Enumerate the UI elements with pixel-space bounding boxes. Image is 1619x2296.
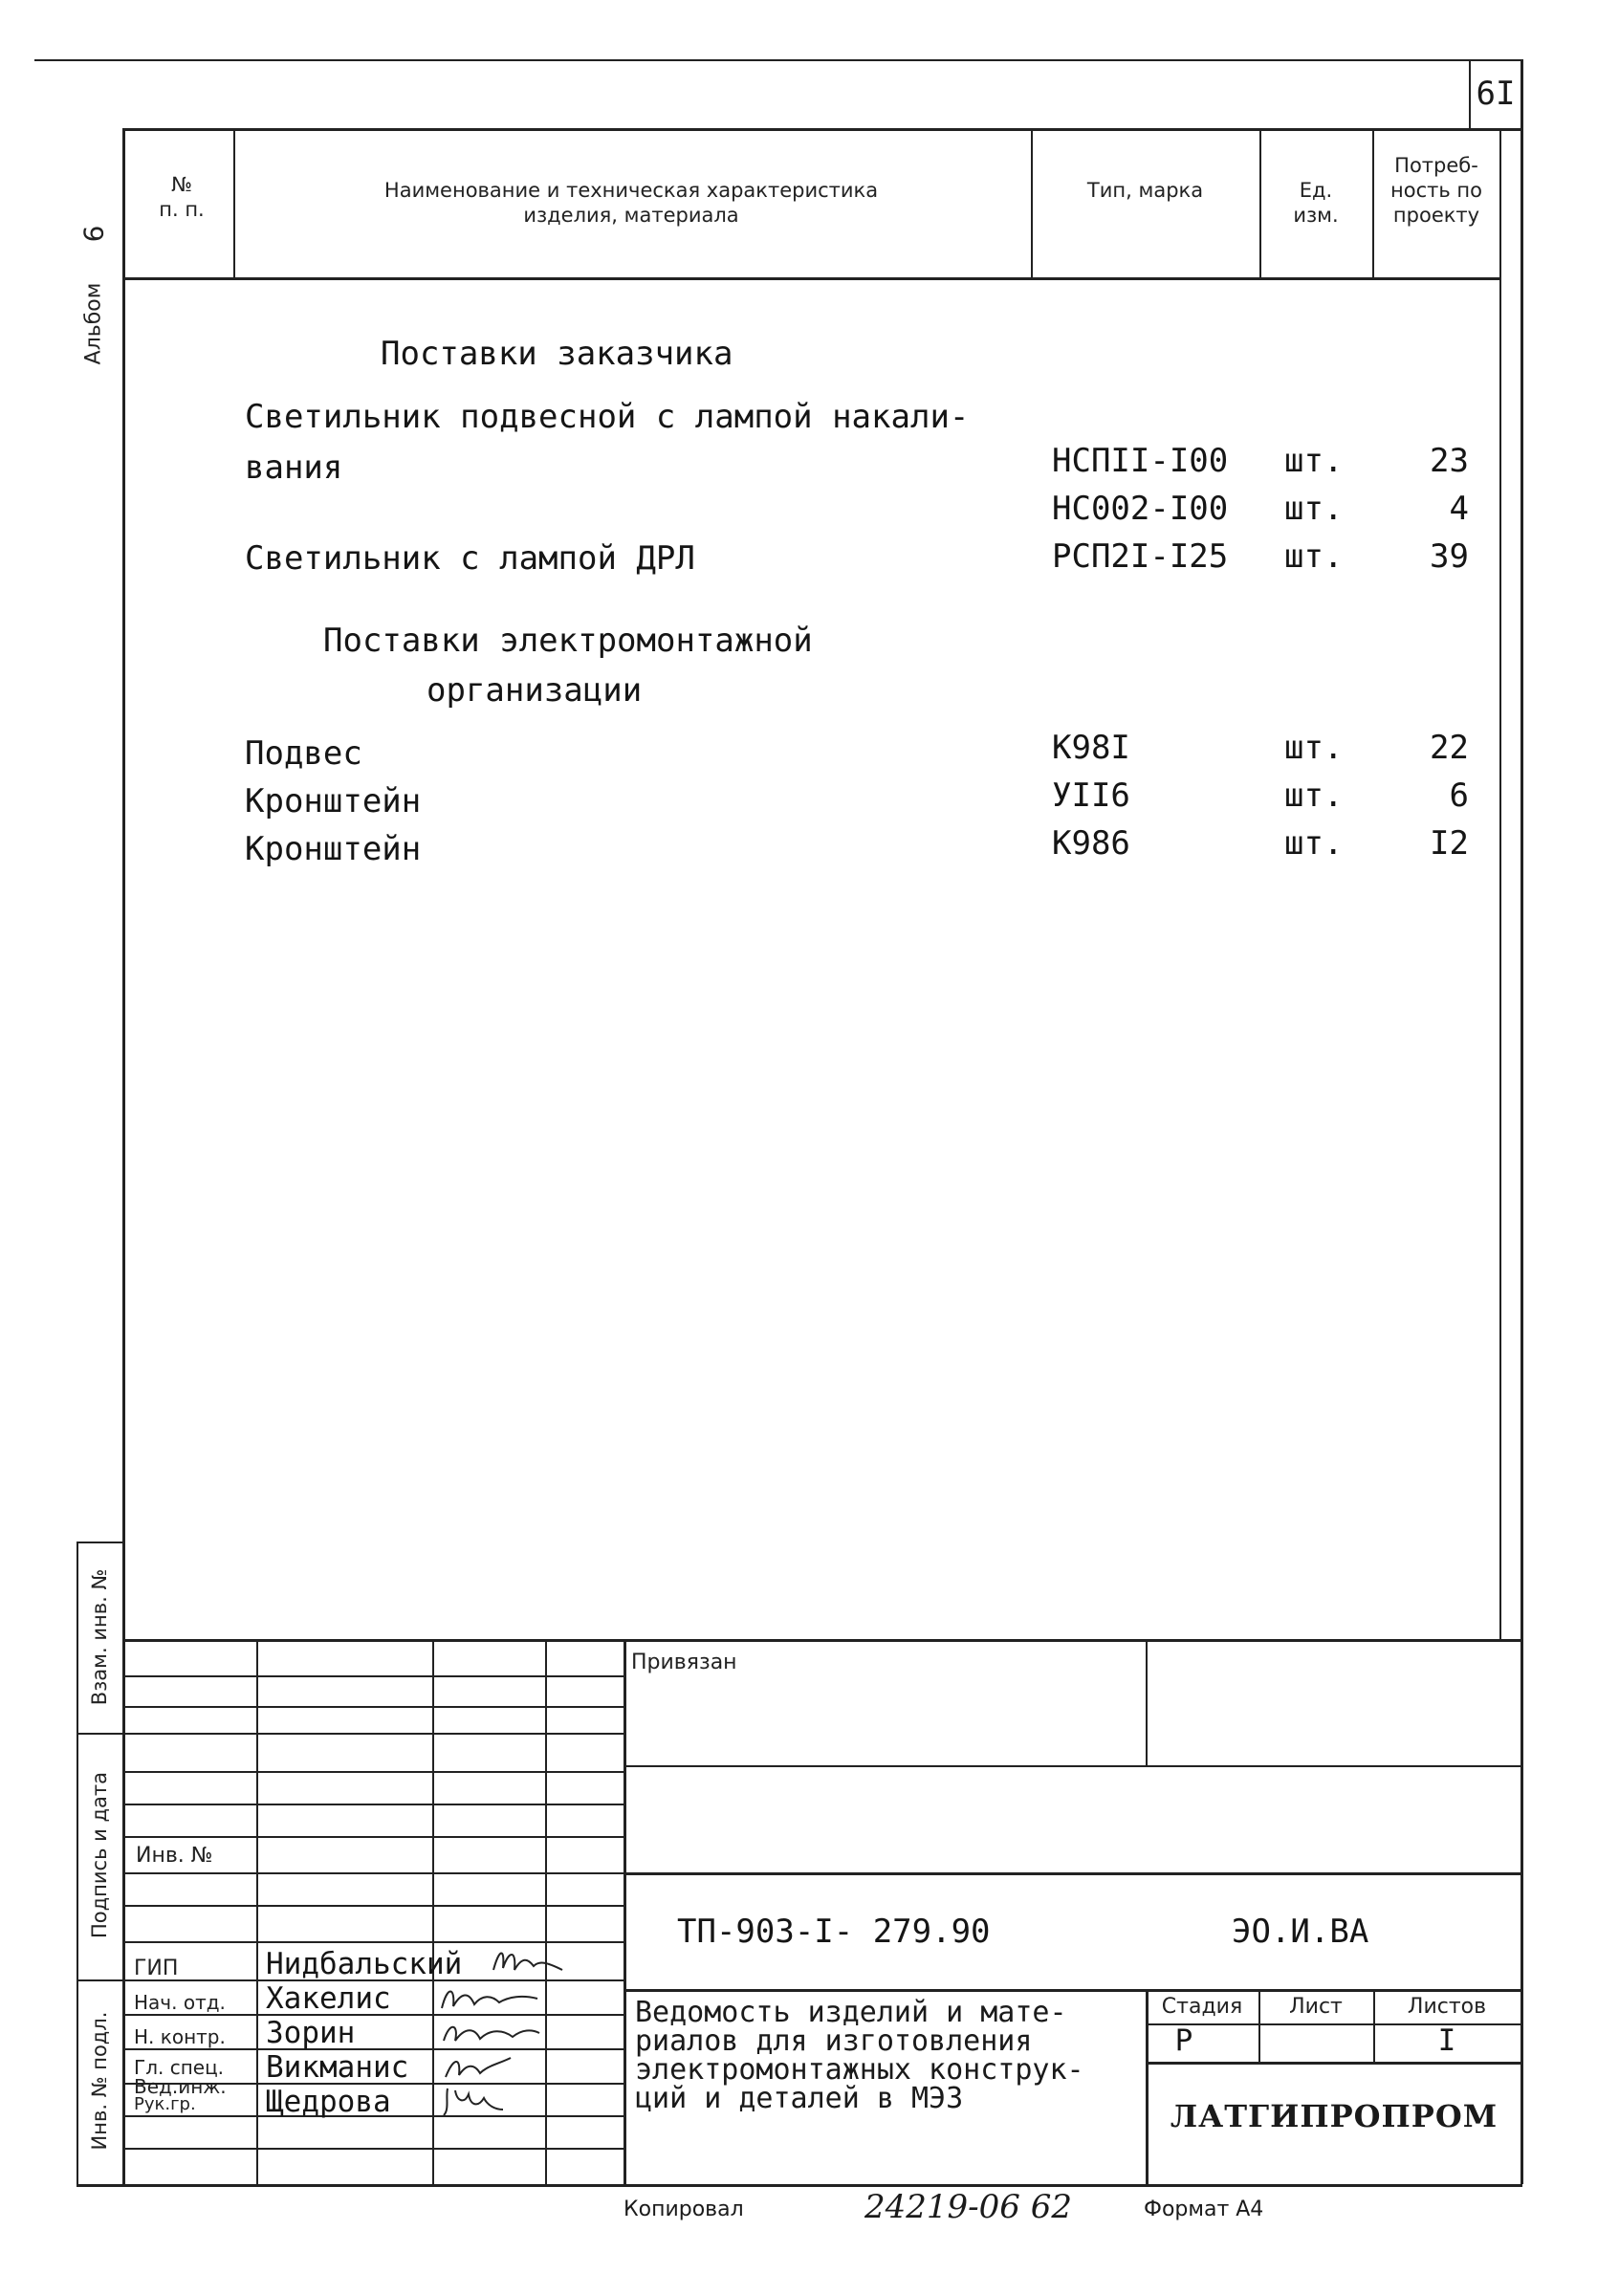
frame-left-border <box>122 128 125 2184</box>
page-number-box-left <box>1469 59 1471 128</box>
tb-row-line <box>122 1733 624 1735</box>
inv-no-label: Инв. № <box>136 1844 213 1868</box>
description-line: риалов для изготовления <box>635 2024 1033 2058</box>
row-type: РСП2I-I25 <box>1052 537 1229 576</box>
signature-gl-spec <box>440 2050 516 2083</box>
footer-format: Формат А4 <box>1144 2198 1264 2221</box>
frame-bottom-border <box>77 2184 1522 2187</box>
tb-privyazan-bottom <box>624 1765 1522 1767</box>
tb-row-line <box>122 1872 624 1874</box>
top-rule <box>34 59 1521 61</box>
row-qty: I2 <box>1430 824 1469 863</box>
header-col-qty: Потреб- ность по проекту <box>1390 154 1482 227</box>
side-label-vzam: Взам. инв. № <box>88 1568 111 1706</box>
side-label-inv-podl: Инв. № подл. <box>88 2011 111 2151</box>
tb-row-line <box>122 2148 624 2150</box>
description-line: электромонтажных конструк- <box>635 2053 1084 2087</box>
sheets-label: Листов <box>1407 1995 1487 2019</box>
side-stamp-left <box>77 1542 78 2184</box>
header-col-unit: Ед. изм. <box>1293 179 1339 227</box>
organization-name: ЛАТГИПРОПРОМ <box>1170 2098 1499 2134</box>
role-label: Н. контр. <box>134 2025 226 2048</box>
role-name: Викманис <box>266 2050 409 2085</box>
row-type: НСПII-I00 <box>1052 442 1229 480</box>
tb-row-line <box>122 1905 624 1907</box>
signature-gip <box>490 1941 566 1979</box>
doc-mark: ЭО.И.ВА <box>1232 1913 1369 1951</box>
signature-n-kontr <box>436 2016 543 2048</box>
album-label: Альбом <box>81 282 106 365</box>
row-unit: шт. <box>1284 729 1344 767</box>
doc-code: ТП-903-I- 279.90 <box>677 1913 991 1951</box>
privyazan-label: Привязан <box>631 1651 737 1674</box>
role-name: Щедрова <box>266 2085 391 2119</box>
header-divider-2 <box>1031 128 1033 277</box>
stage-value: Р <box>1174 2023 1193 2058</box>
tb-col-divider-4 <box>624 1639 626 2184</box>
tb-stage-values-bottom <box>1146 2062 1522 2065</box>
description-line: ций и деталей в МЭЗ <box>635 2082 964 2115</box>
tb-row-line <box>122 1836 624 1838</box>
footer-handwritten-number: 24219-06 62 <box>864 2188 1072 2226</box>
role-label: ГИП <box>134 1957 179 1980</box>
signature-nach-otd <box>436 1981 543 2016</box>
row-type: К986 <box>1052 824 1130 863</box>
role-label: Нач. отд. <box>134 1991 226 2014</box>
row-name: Кронштейн <box>245 782 422 820</box>
album-number: 6 <box>77 225 110 243</box>
tb-row-line <box>122 1706 624 1708</box>
signature-ruk-gr <box>440 2085 513 2117</box>
header-bottom-border <box>122 277 1501 280</box>
outer-right-border <box>1521 59 1523 2184</box>
row-name: Светильник подвесной с лампой накали- <box>245 398 970 436</box>
row-qty: 23 <box>1430 442 1469 480</box>
header-col-name: Наименование и техническая характеристика изделия, материала <box>383 179 879 227</box>
tb-col-divider-3 <box>545 1639 547 2184</box>
row-unit: шт. <box>1284 442 1344 480</box>
tb-privyazan-divider <box>1146 1639 1148 1765</box>
row-qty: 22 <box>1430 729 1469 767</box>
row-qty: 39 <box>1430 537 1469 576</box>
inner-right-border <box>1499 128 1501 1639</box>
tb-row-line <box>122 1804 624 1805</box>
row-unit: шт. <box>1284 776 1344 815</box>
sheets-value: I <box>1437 2023 1456 2058</box>
sheet-label: Лист <box>1289 1995 1343 2019</box>
section-title-customer: Поставки заказчика <box>381 335 733 373</box>
role-name: Нидбальский <box>266 1947 463 1981</box>
title-block-top <box>122 1639 1522 1642</box>
header-divider-1 <box>233 128 235 277</box>
row-name: Подвес <box>245 734 362 773</box>
role-name: Зорин <box>266 2016 356 2050</box>
tb-row-line <box>122 1771 624 1773</box>
header-col-type: Тип, марка <box>1086 179 1204 202</box>
row-type: НС002-I00 <box>1052 490 1229 528</box>
header-top-border <box>122 128 1522 131</box>
row-unit: шт. <box>1284 824 1344 863</box>
tb-col-divider-2 <box>432 1639 434 2184</box>
section-title-electrical-line2: организации <box>427 671 643 710</box>
row-name: Светильник с лампой ДРЛ <box>245 539 695 578</box>
footer-copied: Копировал <box>624 2198 744 2221</box>
tb-code-top <box>624 1872 1522 1875</box>
row-qty: 6 <box>1449 776 1469 815</box>
role-label: Рук.гр. <box>134 2094 196 2114</box>
row-unit: шт. <box>1284 490 1344 528</box>
role-name: Хакелис <box>266 1981 391 2016</box>
row-name: вания <box>245 448 343 487</box>
role-label: Гл. спец. <box>134 2056 225 2079</box>
row-type: УII6 <box>1052 776 1130 815</box>
side-stamp-divider-1 <box>77 1733 122 1735</box>
row-name: Кронштейн <box>245 830 422 868</box>
tb-row-line <box>122 1675 624 1677</box>
page-number: 6I <box>1476 75 1516 113</box>
description-line: Ведомость изделий и мате- <box>635 1996 1067 2029</box>
role-label: Вед.инж. <box>134 2075 227 2098</box>
header-divider-3 <box>1259 128 1261 277</box>
tb-code-bottom <box>624 1989 1522 1992</box>
row-qty: 4 <box>1449 490 1469 528</box>
row-unit: шт. <box>1284 537 1344 576</box>
section-title-electrical: Поставки электромонтажной <box>323 622 813 660</box>
tb-col-divider-1 <box>256 1639 258 2184</box>
row-type: К98I <box>1052 729 1130 767</box>
header-col-number: № п. п. <box>159 173 205 221</box>
side-label-podpis: Подпись и дата <box>88 1772 111 1938</box>
stage-label: Стадия <box>1161 1995 1243 2019</box>
